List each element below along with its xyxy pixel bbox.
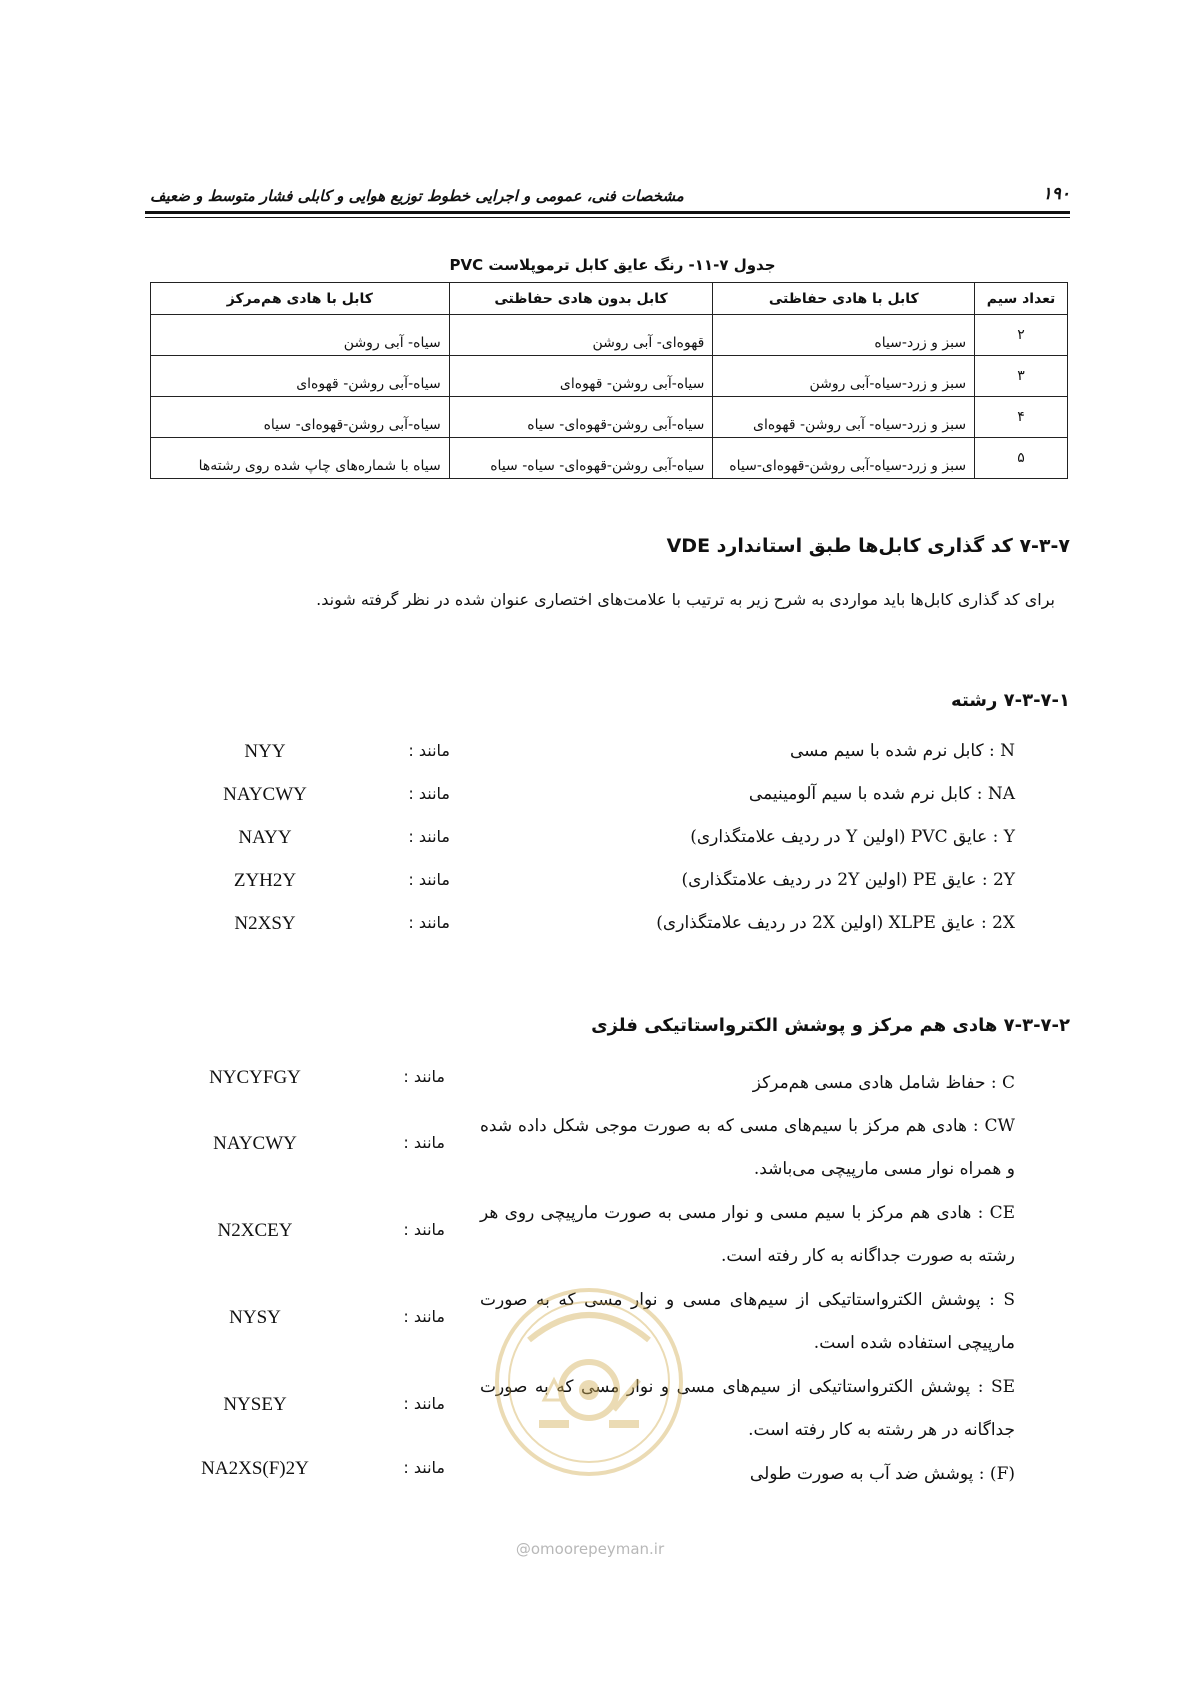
table-cell: سیاه-آبی روشن-قهوه‌ای- سیاه	[449, 397, 713, 438]
table-cell: سیاه-آبی روشن-قهوه‌ای- سیاه	[151, 397, 450, 438]
like-label: مانند :	[408, 913, 450, 932]
table-cell: سیاه-آبی روشن- قهوه‌ای	[449, 356, 713, 397]
code-description: (F) : پوشش ضد آب به صورت طولی	[749, 1464, 1015, 1484]
running-header-title: مشخصات فنی، عمومی و اجرایی خطوط توزیع هوایی و کابلی فشار متوسط و ضعیف	[150, 187, 684, 205]
section-intro: برای کد گذاری کابل‌ها باید مواردی به شرح زیر به ترتیب با علامت‌های اختصاری عنوان شده در نظر گرفته شوند.	[316, 590, 1055, 609]
table-cell: ۳	[975, 356, 1068, 397]
header-rule-thick	[145, 211, 1070, 214]
table-cell: ۴	[975, 397, 1068, 438]
table-row	[151, 315, 1068, 356]
table-cell: سیاه-آبی روشن-قهوه‌ای- سیاه- سیاه	[449, 438, 713, 479]
subsection-heading-concentric: ۷-۳-۷-۲ هادی هم مرکز و پوشش الکترواستاتیکی فلزی	[591, 1015, 1070, 1036]
like-label: مانند :	[403, 1307, 445, 1326]
table-row	[151, 397, 1068, 438]
code-example: N2XSY	[234, 913, 296, 934]
subsection-heading-conductor: ۷-۳-۷-۱ رشته	[951, 690, 1070, 711]
code-item	[150, 784, 1015, 814]
table-cell: سبز و زرد-سیاه-آبی روشن-قهوه‌ای-سیاه	[713, 438, 975, 479]
code-description: CE : هادی هم مرکز با سیم مسی و نوار مسی به صورت مارپیچی روی هر رشته به صورت جداگانه به کار رفته است.	[480, 1203, 1015, 1266]
like-label: مانند :	[403, 1394, 445, 1413]
code-example: NYSY	[229, 1307, 281, 1328]
like-label: مانند :	[403, 1458, 445, 1477]
code-example: ZYH2Y	[233, 870, 297, 891]
column-header: کابل با هادی هم‌مرکز	[151, 283, 450, 315]
like-label: مانند :	[408, 784, 450, 803]
table-header-row	[151, 283, 1068, 315]
column-header: کابل با هادی حفاظتی	[713, 283, 975, 315]
insulation-color-table	[150, 282, 1068, 479]
code-description: 2Y : عایق PE (اولین 2Y در ردیف علامتگذاری)	[681, 870, 1015, 890]
table-row	[151, 438, 1068, 479]
code-description: 2X : عایق XLPE (اولین 2X در ردیف علامتگذاری)	[656, 913, 1015, 933]
table-caption: جدول ۷-۱۱- رنگ عایق کابل ترموپلاست PVC	[449, 256, 776, 274]
column-header: کابل بدون هادی حفاظتی	[449, 283, 713, 315]
code-item	[150, 741, 1015, 771]
code-example: NA2XS(F)2Y	[201, 1458, 309, 1479]
code-example: NYCYFGY	[209, 1067, 301, 1088]
table-cell: ۵	[975, 438, 1068, 479]
table-cell: سیاه با شماره‌های چاپ شده روی رشته‌ها	[151, 438, 450, 479]
like-label: مانند :	[403, 1133, 445, 1152]
code-example: NYY	[244, 741, 286, 762]
like-label: مانند :	[408, 827, 450, 846]
code-item	[150, 913, 1015, 943]
table-cell: سبز و زرد-سیاه	[713, 315, 975, 356]
table-row	[151, 356, 1068, 397]
code-description: N : کابل نرم شده با سیم مسی	[789, 741, 1015, 761]
column-header: تعداد سیم	[975, 283, 1068, 315]
watermark-seal-icon	[489, 1270, 689, 1480]
page-number: ۱۹۰	[1042, 184, 1070, 204]
code-description: NA : کابل نرم شده با سیم آلومینیمی	[748, 784, 1015, 804]
watermark-text: @omoorepeyman.ir	[515, 1540, 665, 1558]
header-rule-thin	[145, 217, 1070, 218]
table-cell: سبز و زرد-سیاه-آبی روشن	[713, 356, 975, 397]
code-description: SE : پوشش الکترواستاتیکی از سیم‌های مسی و نوار مسی که به صورت جداگانه در هر رشته به کار رفته است.	[480, 1377, 1015, 1440]
table-cell: سیاه-آبی روشن- قهوه‌ای	[151, 356, 450, 397]
like-label: مانند :	[403, 1220, 445, 1239]
code-description: Y : عایق PVC (اولین Y در ردیف علامتگذاری)	[690, 827, 1015, 847]
section-heading: ۷-۳-۷ کد گذاری کابل‌ها طبق استاندارد VDE	[666, 535, 1070, 557]
table-cell: قهوه‌ای- آبی روشن	[449, 315, 713, 356]
table-cell: ۲	[975, 315, 1068, 356]
code-example: NYSEY	[223, 1394, 287, 1415]
code-example: NAYY	[238, 827, 292, 848]
table-cell: سیاه- آبی روشن	[151, 315, 450, 356]
like-label: مانند :	[408, 870, 450, 889]
code-example: N2XCEY	[217, 1220, 293, 1241]
code-description: C : حفاظ شامل هادی مسی هم‌مرکز	[752, 1073, 1015, 1093]
table-cell: سبز و زرد-سیاه- آبی روشن- قهوه‌ای	[713, 397, 975, 438]
like-label: مانند :	[403, 1067, 445, 1086]
code-item	[150, 827, 1015, 857]
code-description: CW : هادی هم مرکز با سیم‌های مسی که به صورت موجی شکل داده شده و همراه نوار مسی مارپیچی می‌باشد.	[480, 1116, 1015, 1179]
code-description: S : پوشش الکترواستاتیکی از سیم‌های مسی و نوار مسی که به صورت مارپیچی استفاده شده است.	[480, 1290, 1015, 1353]
code-example: NAYCWY	[223, 784, 307, 805]
code-example: NAYCWY	[213, 1133, 297, 1154]
code-item	[150, 870, 1015, 900]
like-label: مانند :	[408, 741, 450, 760]
